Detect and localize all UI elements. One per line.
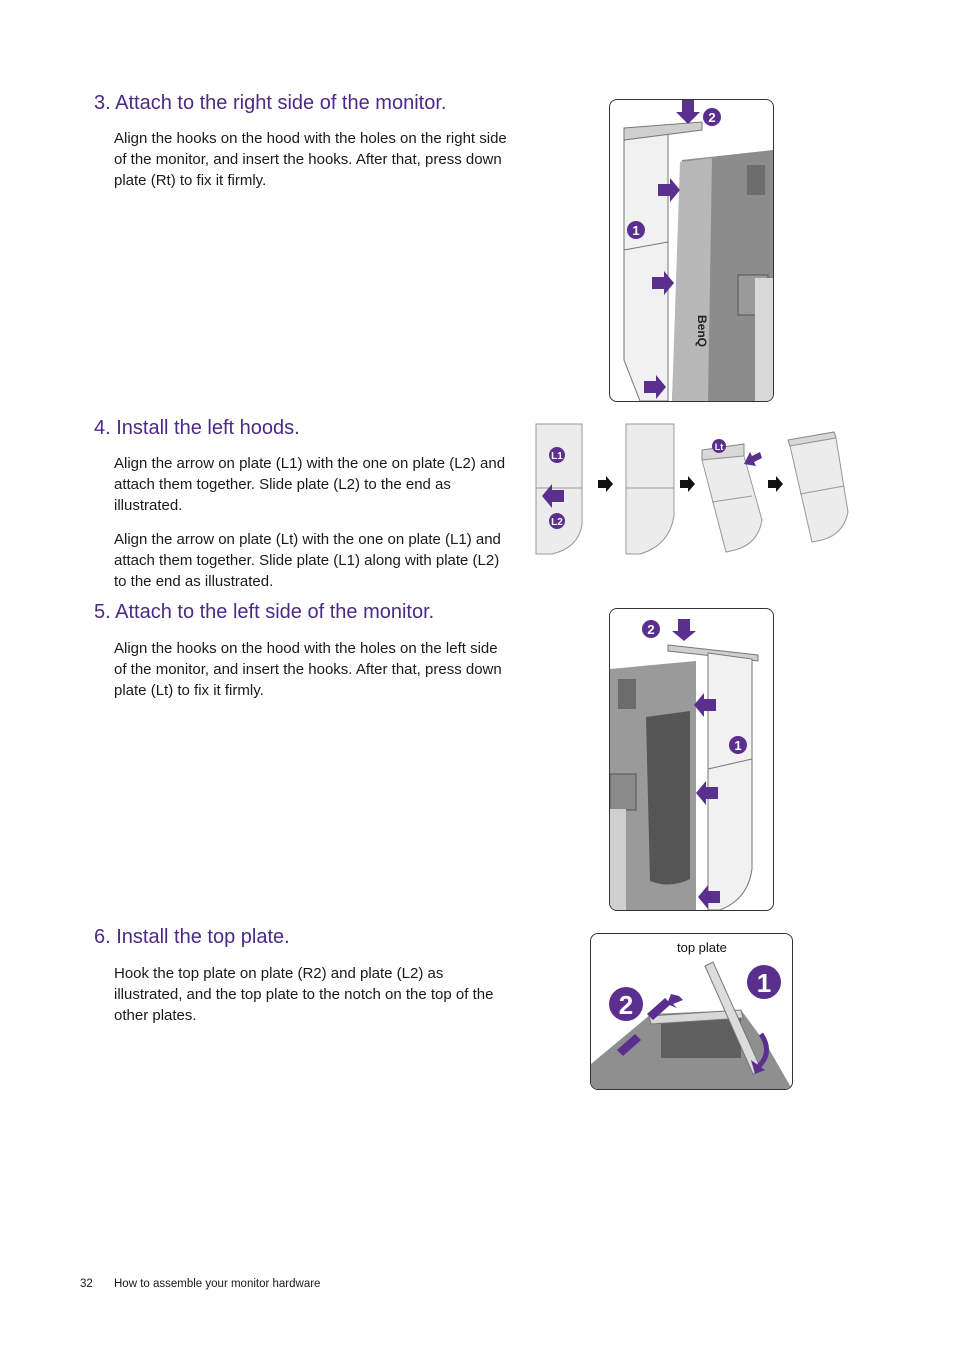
step4-heading: 4. Install the left hoods.: [94, 417, 300, 439]
step6-heading: 6. Install the top plate.: [94, 926, 290, 948]
hook-arrow-icon: [667, 994, 683, 1008]
figure-left-hoods: [530, 420, 860, 560]
plate-final: [790, 438, 848, 542]
step-badge-1-label: 1: [632, 223, 640, 238]
figure-top-plate-drawing: [591, 934, 792, 1089]
step4-body-1: Align the arrow on plate (L1) with the one on plate (L2) and attach them together. Slide plate (L2) to the end as illustrated.: [114, 455, 506, 514]
label-l2: L2: [551, 517, 563, 528]
label-lt: Lt: [714, 442, 724, 452]
step3-body: Align the hooks on the hood with the holes on the right side of the monitor, and insert the hooks. After that, press down plate (Rt) to fix it firmly.: [114, 130, 507, 189]
left-arrow-icon: [744, 452, 762, 466]
step-badge-2-label: 2: [708, 110, 716, 125]
step-badge-1-label: 1: [756, 968, 772, 998]
step4-body-2: Align the arrow on plate (Lt) with the one on plate (L1) and attach them together. Slide plate (L1) along with plate (L2) to the end as illustrated.: [114, 531, 501, 590]
step5-body: Align the hooks on the hood with the holes on the left side of the monitor, and insert the hooks. After that, press down plate (Lt) to fix it firmly.: [114, 640, 502, 699]
figure-attach-left-drawing: [610, 609, 773, 910]
figure-attach-left: [609, 608, 774, 911]
step-arrow-icon: [768, 476, 783, 492]
figure-attach-right-drawing: [610, 100, 773, 401]
figure-top-plate: [590, 933, 793, 1090]
monitor-port: [747, 165, 765, 195]
plate-assembled: [626, 424, 674, 554]
top-plate-caption: top plate: [677, 940, 727, 955]
step-badge-1-label: 1: [734, 738, 742, 753]
hood-plate: [708, 653, 752, 910]
monitor-port: [618, 679, 636, 709]
step6-body: Hook the top plate on plate (R2) and plate (L2) as illustrated, and the top plate to the notch on the top of the other plates.: [114, 965, 494, 1024]
monitor-stand: [755, 278, 773, 401]
monitor-stand-joint: [610, 774, 636, 810]
plate-l1-l2: [536, 424, 582, 554]
plate-slide: [702, 456, 762, 552]
step-badge-2-label: 2: [647, 622, 655, 637]
step5-heading: 5. Attach to the left side of the monitor.: [94, 601, 435, 623]
label-l1: L1: [551, 451, 563, 462]
down-arrow-icon: [676, 100, 700, 124]
step-badge-2-label: 2: [618, 990, 634, 1020]
monitor-speaker-grille: [672, 158, 712, 401]
figure-attach-right: [609, 99, 774, 402]
step-arrow-icon: [680, 476, 695, 492]
step-arrow-icon: [598, 476, 613, 492]
page-number: 32: [80, 1278, 93, 1290]
hood-plate: [624, 130, 668, 401]
monitor-stand: [610, 809, 626, 910]
monitor-back-panel: [646, 711, 690, 885]
brand-logo: BenQ: [695, 315, 709, 348]
step3-heading: 3. Attach to the right side of the monitor.: [94, 92, 447, 114]
monitor-cavity: [661, 1018, 741, 1058]
down-arrow-icon: [672, 619, 696, 641]
footer-section-title: How to assemble your monitor hardware: [114, 1278, 321, 1290]
